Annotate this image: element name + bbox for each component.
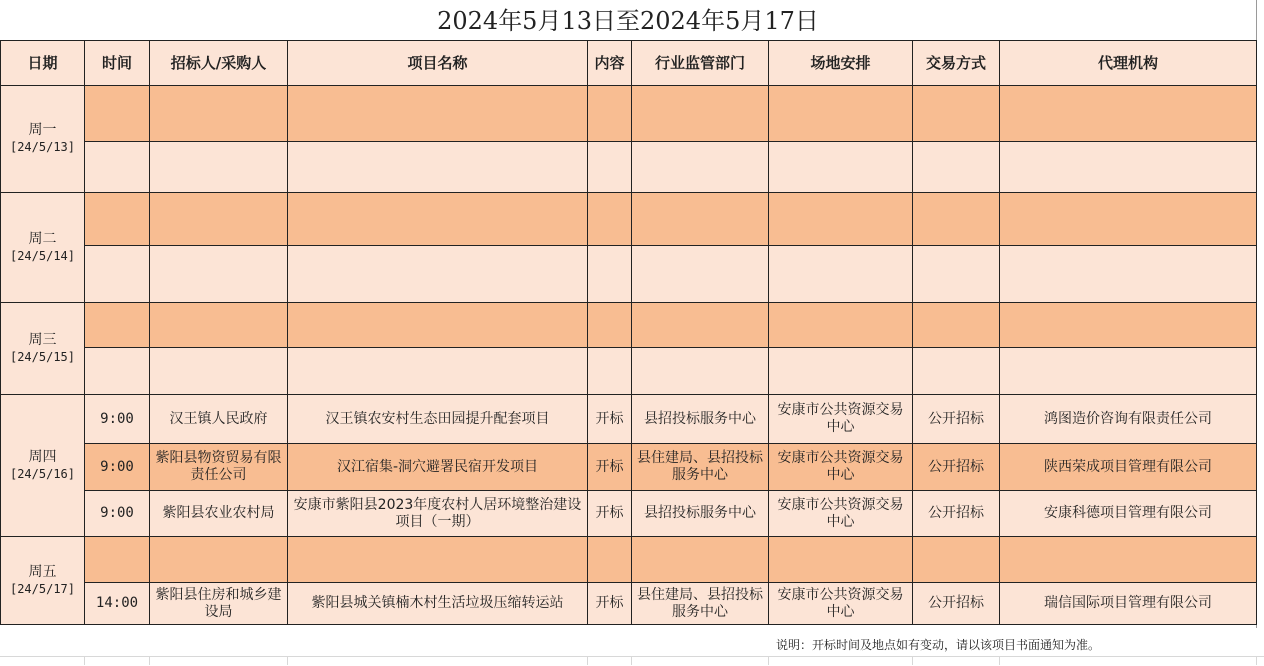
empty-cell[interactable]: [150, 303, 288, 348]
day-cell-fri[interactable]: [1, 537, 85, 625]
header-date[interactable]: 日期: [1, 41, 85, 86]
empty-cell[interactable]: [288, 86, 588, 142]
time-cell[interactable]: 9:00: [85, 491, 150, 537]
grid-line: [768, 657, 769, 665]
table-row: [1, 583, 1257, 625]
empty-cell[interactable]: [588, 537, 632, 583]
empty-cell[interactable]: [1000, 348, 1257, 395]
empty-cell[interactable]: [150, 246, 288, 303]
empty-cell[interactable]: [588, 246, 632, 303]
header-content[interactable]: 内容: [588, 41, 632, 86]
day-name: 周五: [28, 563, 57, 580]
project-cell[interactable]: 安康市紫阳县2023年度农村人居环境整治建设项目（一期）: [288, 491, 588, 537]
day-cell-wed[interactable]: [1, 303, 85, 395]
grid-line: [587, 657, 588, 665]
dept-cell[interactable]: 县住建局、县招投标服务中心: [632, 444, 769, 491]
empty-cell[interactable]: [288, 142, 588, 193]
empty-cell[interactable]: [288, 303, 588, 348]
content-cell[interactable]: 开标: [588, 583, 632, 625]
empty-cell[interactable]: [150, 537, 288, 583]
empty-cell[interactable]: [588, 303, 632, 348]
empty-cell[interactable]: [769, 193, 913, 246]
grid-line: [149, 657, 150, 665]
header-time[interactable]: 时间: [85, 41, 150, 86]
content-cell[interactable]: 开标: [588, 491, 632, 537]
dept-cell[interactable]: 县招投标服务中心: [632, 395, 769, 444]
empty-cell[interactable]: [913, 303, 1000, 348]
empty-cell[interactable]: [1000, 246, 1257, 303]
empty-cell[interactable]: [769, 348, 913, 395]
grid-line: [287, 657, 288, 665]
table-row: [1, 193, 1257, 246]
bidder-cell[interactable]: 紫阳县农业农村局: [150, 491, 288, 537]
content-cell[interactable]: 开标: [588, 444, 632, 491]
time-cell[interactable]: 9:00: [85, 444, 150, 491]
project-cell[interactable]: 紫阳县城关镇楠木村生活垃圾压缩转运站: [288, 583, 588, 625]
venue-cell[interactable]: 安康市公共资源交易中心: [769, 491, 913, 537]
empty-cell[interactable]: [150, 86, 288, 142]
day-date: [24/5/15]: [9, 349, 76, 364]
empty-cell[interactable]: [85, 537, 150, 583]
header-method[interactable]: 交易方式: [913, 41, 1000, 86]
empty-cell[interactable]: [769, 246, 913, 303]
empty-cell[interactable]: [913, 86, 1000, 142]
empty-cell[interactable]: [1000, 303, 1257, 348]
method-cell[interactable]: 公开招标: [913, 395, 1000, 444]
footnote: 说明：开标时间及地点如有变动，请以该项目书面通知为准。: [776, 638, 1101, 652]
table-row: [1, 491, 1257, 537]
grid-line: [912, 657, 913, 665]
venue-cell[interactable]: 安康市公共资源交易中心: [769, 395, 913, 444]
empty-cell[interactable]: [588, 142, 632, 193]
day-name: 周三: [28, 331, 57, 348]
header-project[interactable]: 项目名称: [288, 41, 588, 86]
empty-cell[interactable]: [632, 246, 769, 303]
empty-cell[interactable]: [632, 348, 769, 395]
empty-cell[interactable]: [85, 193, 150, 246]
day-name: 周二: [28, 230, 57, 247]
dept-cell[interactable]: 县招投标服务中心: [632, 491, 769, 537]
empty-cell[interactable]: [632, 86, 769, 142]
empty-cell[interactable]: [769, 86, 913, 142]
venue-cell[interactable]: 安康市公共资源交易中心: [769, 444, 913, 491]
header-agency[interactable]: 代理机构: [1000, 41, 1257, 86]
header-venue[interactable]: 场地安排: [769, 41, 913, 86]
empty-cell[interactable]: [85, 142, 150, 193]
grid-line: [84, 657, 85, 665]
bidder-cell[interactable]: 紫阳县住房和城乡建设局: [150, 583, 288, 625]
empty-cell[interactable]: [632, 193, 769, 246]
grid-line: [631, 657, 632, 665]
time-cell[interactable]: 9:00: [85, 395, 150, 444]
day-name: 周四: [28, 448, 57, 465]
day-date: [24/5/16]: [9, 466, 76, 481]
empty-cell[interactable]: [769, 303, 913, 348]
dept-cell[interactable]: 县住建局、县招投标服务中心: [632, 583, 769, 625]
day-cell-mon[interactable]: [1, 86, 85, 193]
empty-cell[interactable]: [85, 86, 150, 142]
method-cell[interactable]: 公开招标: [913, 583, 1000, 625]
empty-cell[interactable]: [913, 193, 1000, 246]
empty-cell[interactable]: [85, 303, 150, 348]
table-row: [1, 86, 1257, 142]
empty-cell[interactable]: [150, 193, 288, 246]
bidder-cell[interactable]: 汉王镇人民政府: [150, 395, 288, 444]
header-bidder[interactable]: 招标人/采购人: [150, 41, 288, 86]
sheet-title: 2024年5月13日至2024年5月17日: [437, 7, 819, 35]
table-row: [1, 348, 1257, 395]
empty-cell[interactable]: [150, 348, 288, 395]
empty-cell[interactable]: [913, 348, 1000, 395]
method-cell[interactable]: 公开招标: [913, 444, 1000, 491]
empty-cell[interactable]: [632, 537, 769, 583]
method-cell[interactable]: 公开招标: [913, 491, 1000, 537]
empty-cell[interactable]: [288, 246, 588, 303]
project-cell[interactable]: 汉江宿集-洞穴避署民宿开发项目: [288, 444, 588, 491]
venue-cell[interactable]: 安康市公共资源交易中心: [769, 583, 913, 625]
agency-cell[interactable]: 陕西荣成项目管理有限公司: [1000, 444, 1257, 491]
day-name: 周一: [28, 122, 57, 138]
empty-cell[interactable]: [588, 193, 632, 246]
empty-cell[interactable]: [288, 348, 588, 395]
empty-cell[interactable]: [150, 142, 288, 193]
day-cell-tue[interactable]: [1, 193, 85, 303]
content-cell[interactable]: 开标: [588, 395, 632, 444]
agency-cell[interactable]: 瑞信国际项目管理有限公司: [1000, 583, 1257, 625]
table-row: [1, 142, 1257, 193]
empty-cell[interactable]: [85, 348, 150, 395]
empty-cell[interactable]: [769, 537, 913, 583]
empty-cell[interactable]: [288, 537, 588, 583]
table-row: [1, 444, 1257, 491]
empty-cell[interactable]: [1000, 537, 1257, 583]
table-row: [1, 303, 1257, 348]
empty-cell[interactable]: [913, 246, 1000, 303]
empty-cell[interactable]: [632, 303, 769, 348]
empty-cell[interactable]: [769, 142, 913, 193]
bidder-cell[interactable]: 紫阳县物资贸易有限责任公司: [150, 444, 288, 491]
table-row: [1, 395, 1257, 444]
schedule-table: [0, 40, 1257, 625]
empty-cell[interactable]: [1000, 142, 1257, 193]
header-row: [1, 41, 1257, 86]
table-row: [1, 537, 1257, 583]
empty-cell[interactable]: [913, 142, 1000, 193]
day-date: [24/5/17]: [9, 581, 76, 596]
empty-cell[interactable]: [588, 348, 632, 395]
time-cell[interactable]: 14:00: [85, 583, 150, 625]
empty-cell[interactable]: [1000, 86, 1257, 142]
empty-cell[interactable]: [288, 193, 588, 246]
empty-cell[interactable]: [85, 246, 150, 303]
agency-cell[interactable]: 鸿图造价咨询有限责任公司: [1000, 395, 1257, 444]
empty-cell[interactable]: [632, 142, 769, 193]
table-row: [1, 246, 1257, 303]
grid-line: [999, 657, 1000, 665]
empty-cell[interactable]: [1000, 193, 1257, 246]
day-date: [24/5/13]: [9, 140, 76, 154]
day-cell-thu[interactable]: [1, 395, 85, 537]
project-cell[interactable]: 汉王镇农安村生态田园提升配套项目: [288, 395, 588, 444]
empty-cell[interactable]: [913, 537, 1000, 583]
header-dept[interactable]: 行业监管部门: [632, 41, 769, 86]
agency-cell[interactable]: 安康科德项目管理有限公司: [1000, 491, 1257, 537]
empty-cell[interactable]: [588, 86, 632, 142]
day-date: [24/5/14]: [9, 248, 76, 263]
grid-line: [1256, 657, 1257, 665]
